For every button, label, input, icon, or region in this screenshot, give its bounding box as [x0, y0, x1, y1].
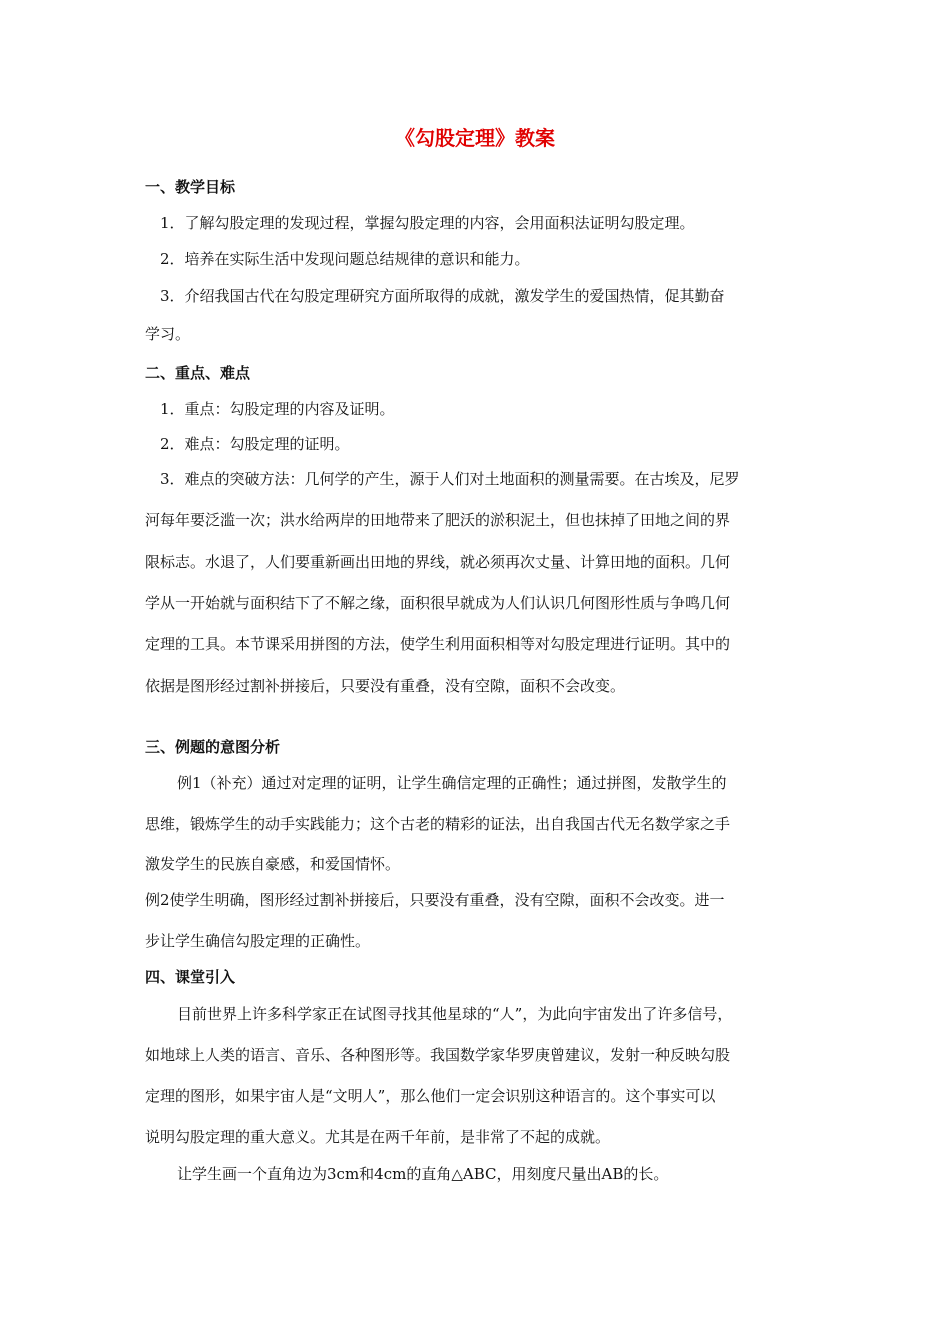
paragraph-line: 3．难点的突破方法：几何学的产生，源于人们对土地面积的测量需要。在古埃及，尼罗: [160, 470, 740, 488]
paragraph-line: 依据是图形经过割补拼接后，只要没有重叠，没有空隙，面积不会改变。: [145, 677, 626, 695]
paragraph-line: 说明勾股定理的重大意义。尤其是在两千年前，是非常了不起的成就。: [145, 1128, 611, 1146]
paragraph-line: 河每年要泛滥一次；洪水给两岸的田地带来了肥沃的淤积泥土，但也抹掉了田地之间的界: [145, 511, 731, 529]
paragraph-line: 步让学生确信勾股定理的正确性。: [145, 932, 371, 950]
section-heading: 四、课堂引入: [145, 968, 236, 986]
paragraph-line: 定理的图形，如果宇宙人是“文明人”，那么他们一定会识别这种语言的。这个事实可以: [145, 1087, 716, 1105]
paragraph-line: 思维，锻炼学生的动手实践能力；这个古老的精彩的证法，出自我国古代无名数学家之手: [145, 815, 731, 833]
paragraph-line: 1．了解勾股定理的发现过程，掌握勾股定理的内容，会用面积法证明勾股定理。: [160, 214, 695, 232]
paragraph-line: 如地球上人类的语言、音乐、各种图形等。我国数学家华罗庚曾建议，发射一种反映勾股: [145, 1046, 731, 1064]
section-heading: 二、重点、难点: [145, 364, 251, 382]
paragraph-line: 学从一开始就与面积结下了不解之缘，面积很早就成为人们认识几何图形性质与争鸣几何: [145, 594, 731, 612]
section-heading: 一、教学目标: [145, 178, 236, 196]
paragraph-line: 限标志。水退了，人们要重新画出田地的界线，就必须再次丈量、计算田地的面积。几何: [145, 553, 731, 571]
paragraph-line: 激发学生的民族自豪感，和爱国情怀。: [145, 855, 401, 873]
paragraph-line: 例1（补充）通过对定理的证明，让学生确信定理的正确性；通过拼图，发散学生的: [177, 774, 727, 792]
section-heading: 三、例题的意图分析: [145, 738, 281, 756]
paragraph-line: 让学生画一个直角边为3cm和4cm的直角△ABC，用刻度尺量出AB的长。: [177, 1165, 669, 1183]
document-title: 《勾股定理》教案: [395, 126, 555, 150]
paragraph-line: 1．重点：勾股定理的内容及证明。: [160, 400, 395, 418]
paragraph-line: 例2使学生明确，图形经过割补拼接后，只要没有重叠，没有空隙，面积不会改变。进一: [145, 891, 725, 909]
paragraph-line: 2．培养在实际生活中发现问题总结规律的意识和能力。: [160, 250, 530, 268]
paragraph-line: 定理的工具。本节课采用拼图的方法，使学生利用面积相等对勾股定理进行证明。其中的: [145, 635, 731, 653]
paragraph-line: 学习。: [145, 325, 191, 343]
paragraph-line: 2．难点：勾股定理的证明。: [160, 435, 350, 453]
paragraph-line: 目前世界上许多科学家正在试图寻找其他星球的“人”，为此向宇宙发出了许多信号，: [177, 1005, 733, 1023]
paragraph-line: 3．介绍我国古代在勾股定理研究方面所取得的成就，激发学生的爱国热情，促其勤奋: [160, 287, 725, 305]
